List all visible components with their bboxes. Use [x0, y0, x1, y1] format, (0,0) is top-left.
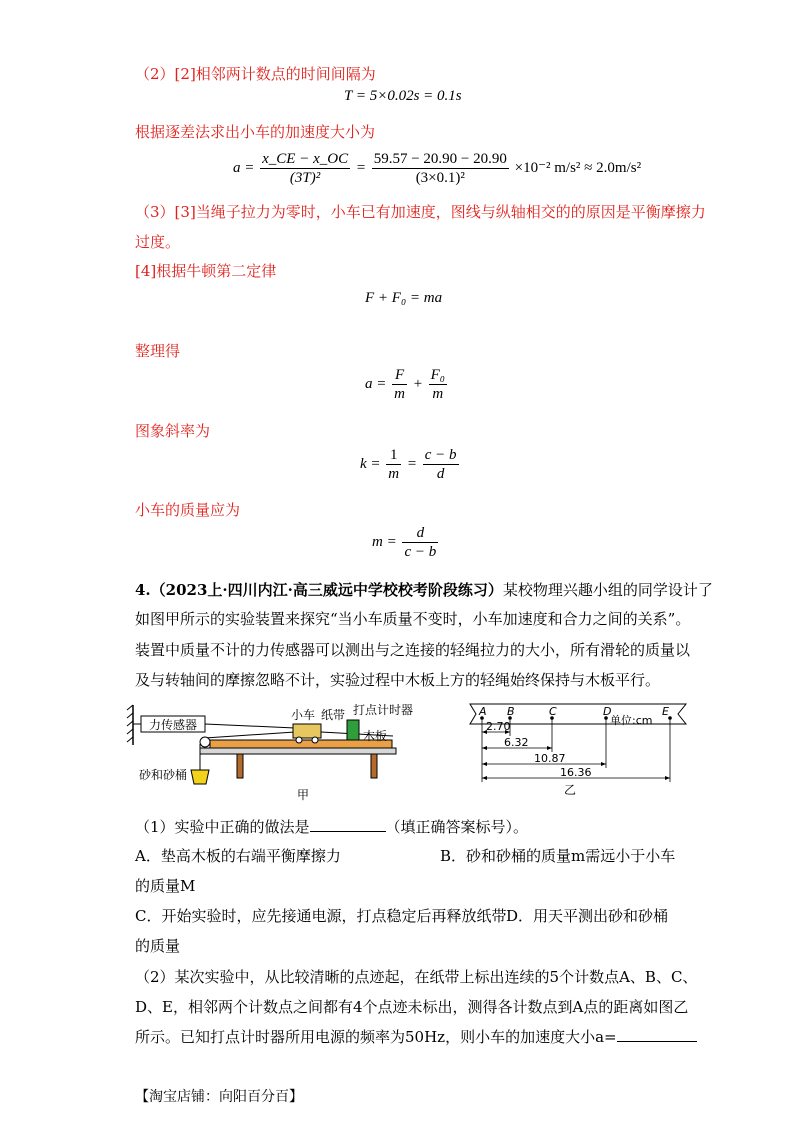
slope-eq: = [406, 455, 417, 472]
footer-shop: 【淘宝店铺：向阳百分百】 [135, 1089, 303, 1105]
period-equation: T = 5×0.02s = 0.1s [344, 88, 462, 104]
acc-frac-1 [260, 150, 350, 187]
option-d-cont: 的质量 [135, 937, 181, 955]
table-leg-left [237, 754, 243, 778]
question-line-2: 如图甲所示的实验装置来探究“当小车质量不变时，小车加速度和合力之间的关系”。 [135, 610, 691, 628]
acc-tail: ×10⁻² m/s² ≈ 2.0m/s² [514, 159, 642, 176]
sensor-label: 力传感器 [148, 718, 198, 732]
mass-label: 小车的质量应为 [135, 501, 241, 519]
part2-title: （2）[2]相邻两计数点的时间间隔为 [135, 65, 376, 83]
dist-ac: 6.32 [504, 736, 529, 749]
q1-tail: （填正确答案标号）。 [385, 818, 529, 836]
acc-frac-2 [372, 150, 509, 187]
slope-frac-2-den: d [436, 466, 445, 482]
acc-eq-sign: = [355, 159, 366, 176]
point-a: A [479, 705, 487, 718]
q2-line-2: D、E，相邻两个计数点之间都有4个点迹未标出，测得各计数点到A点的距离如图乙 [135, 998, 689, 1016]
rearr-frac-1 [392, 366, 407, 403]
point-c: C [549, 705, 557, 718]
part4-title: [4]根据牛顿第二定律 [135, 262, 277, 280]
acc-frac-1-den: (3T)² [289, 170, 321, 186]
rearr-frac-2 [429, 366, 447, 403]
rearrange-label: 整理得 [135, 342, 181, 360]
newton-equation: F + F₀ = ma [365, 290, 443, 306]
q1-line [135, 817, 528, 837]
point-b: B [507, 705, 515, 718]
table-top [200, 748, 396, 754]
unit-label: 单位:cm [610, 714, 653, 727]
slope-equation [360, 446, 461, 483]
question-source: （2023上·四川内江·高三威远中学校校考阶段练习） [150, 581, 503, 599]
acceleration-equation [233, 150, 641, 187]
rearranged-equation [365, 366, 449, 403]
mass-frac-den: c − b [404, 544, 437, 560]
board-label: 木板 [362, 729, 388, 743]
acc-frac-2-num: 59.57 − 20.90 − 20.90 [373, 151, 507, 167]
slope-label: 图象斜率为 [135, 422, 211, 440]
slope-frac-1-num: 1 [386, 446, 401, 465]
point-e: E [662, 705, 669, 718]
q1-answer-blank[interactable] [310, 831, 386, 832]
cart [293, 724, 321, 738]
part3-line2: 过度。 [135, 233, 181, 251]
apparatus-diagram [125, 700, 425, 810]
tape-diagram [462, 700, 702, 800]
slope-frac-2-num: c − b [424, 447, 457, 463]
slope-frac-1 [386, 446, 401, 483]
rearr-frac-1-den: m [394, 386, 405, 402]
question-line-3: 装置中质量不计的力传感器可以测出与之连接的轻绳拉力的大小，所有滑轮的质量以 [135, 641, 691, 659]
option-a: A．垫高木板的右端平衡摩擦力 [135, 847, 341, 865]
rearr-frac-2-den: m [432, 386, 444, 402]
slope-lhs: k = [360, 455, 381, 472]
acc-frac-2-den: (3×0.1)² [415, 170, 465, 186]
point-d: D [603, 705, 612, 718]
question-line-4: 及与转轴间的摩擦忽略不计，实验过程中木板上方的轻绳始终保持与木板平行。 [135, 671, 661, 689]
acc-frac-1-num: x_CE − x_OC [262, 151, 349, 167]
mass-frac [402, 524, 438, 561]
slope-frac-2 [423, 446, 459, 483]
part3-line1: （3）[3]当绳子拉力为零时，小车已有加速度，图线与纵轴相交的的原因是平衡摩擦力 [135, 203, 706, 221]
part2-method: 根据逐差法求出小车的加速度大小为 [135, 123, 376, 141]
table-leg-right [371, 754, 377, 778]
option-c: C．开始实验时，应先接通电源，打点稳定后再释放纸带 [135, 907, 507, 925]
cart-label: 小车 [290, 708, 316, 722]
question-line-1-rest: 某校物理兴趣小组的同学设计了 [502, 581, 713, 599]
rearr-lhs: a = [365, 375, 387, 392]
dist-ab: 2.70 [486, 720, 511, 733]
slope-frac-1-den: m [388, 466, 400, 482]
question-number: 4. [135, 581, 151, 599]
dist-ad: 10.87 [534, 752, 566, 765]
timer-label: 打点计时器 [352, 703, 414, 717]
rearr-frac-1-num: F [392, 366, 407, 385]
q2-line-1: （2）某次实验中，从比较清晰的点迹起，在纸带上标出连续的5个计数点A、B、C、 [135, 968, 698, 986]
figure-jia-caption: 甲 [296, 788, 310, 802]
question-line-1 [135, 580, 713, 600]
dist-ae: 16.36 [560, 766, 592, 779]
tape-label: 纸带 [320, 708, 346, 722]
pulley-left [200, 737, 210, 747]
acc-lhs: a = [233, 159, 255, 176]
mass-frac-num: d [402, 524, 438, 543]
q2-line-3-text: 所示。已知打点计时器所用电源的频率为50Hz，则小车的加速度大小a= [135, 1028, 617, 1046]
q1-text: （1）实验中正确的做法是 [135, 818, 310, 836]
q2-answer-blank[interactable] [617, 1041, 697, 1042]
option-d: D．用天平测出砂和砂桶 [506, 907, 669, 925]
rearr-plus: + [412, 375, 423, 392]
option-b: B．砂和砂桶的质量m需远小于小车 [440, 847, 676, 865]
mass-equation [372, 524, 440, 561]
timer [347, 720, 359, 740]
q2-line-3 [135, 1027, 697, 1047]
rearr-frac-2-num: F₀ [430, 367, 445, 383]
sand-bucket [191, 770, 209, 784]
mass-lhs: m = [372, 533, 397, 550]
figure-yi-caption: 乙 [563, 783, 577, 797]
option-b-cont: 的质量M [135, 877, 196, 895]
bucket-label: 砂和砂桶 [139, 768, 188, 782]
